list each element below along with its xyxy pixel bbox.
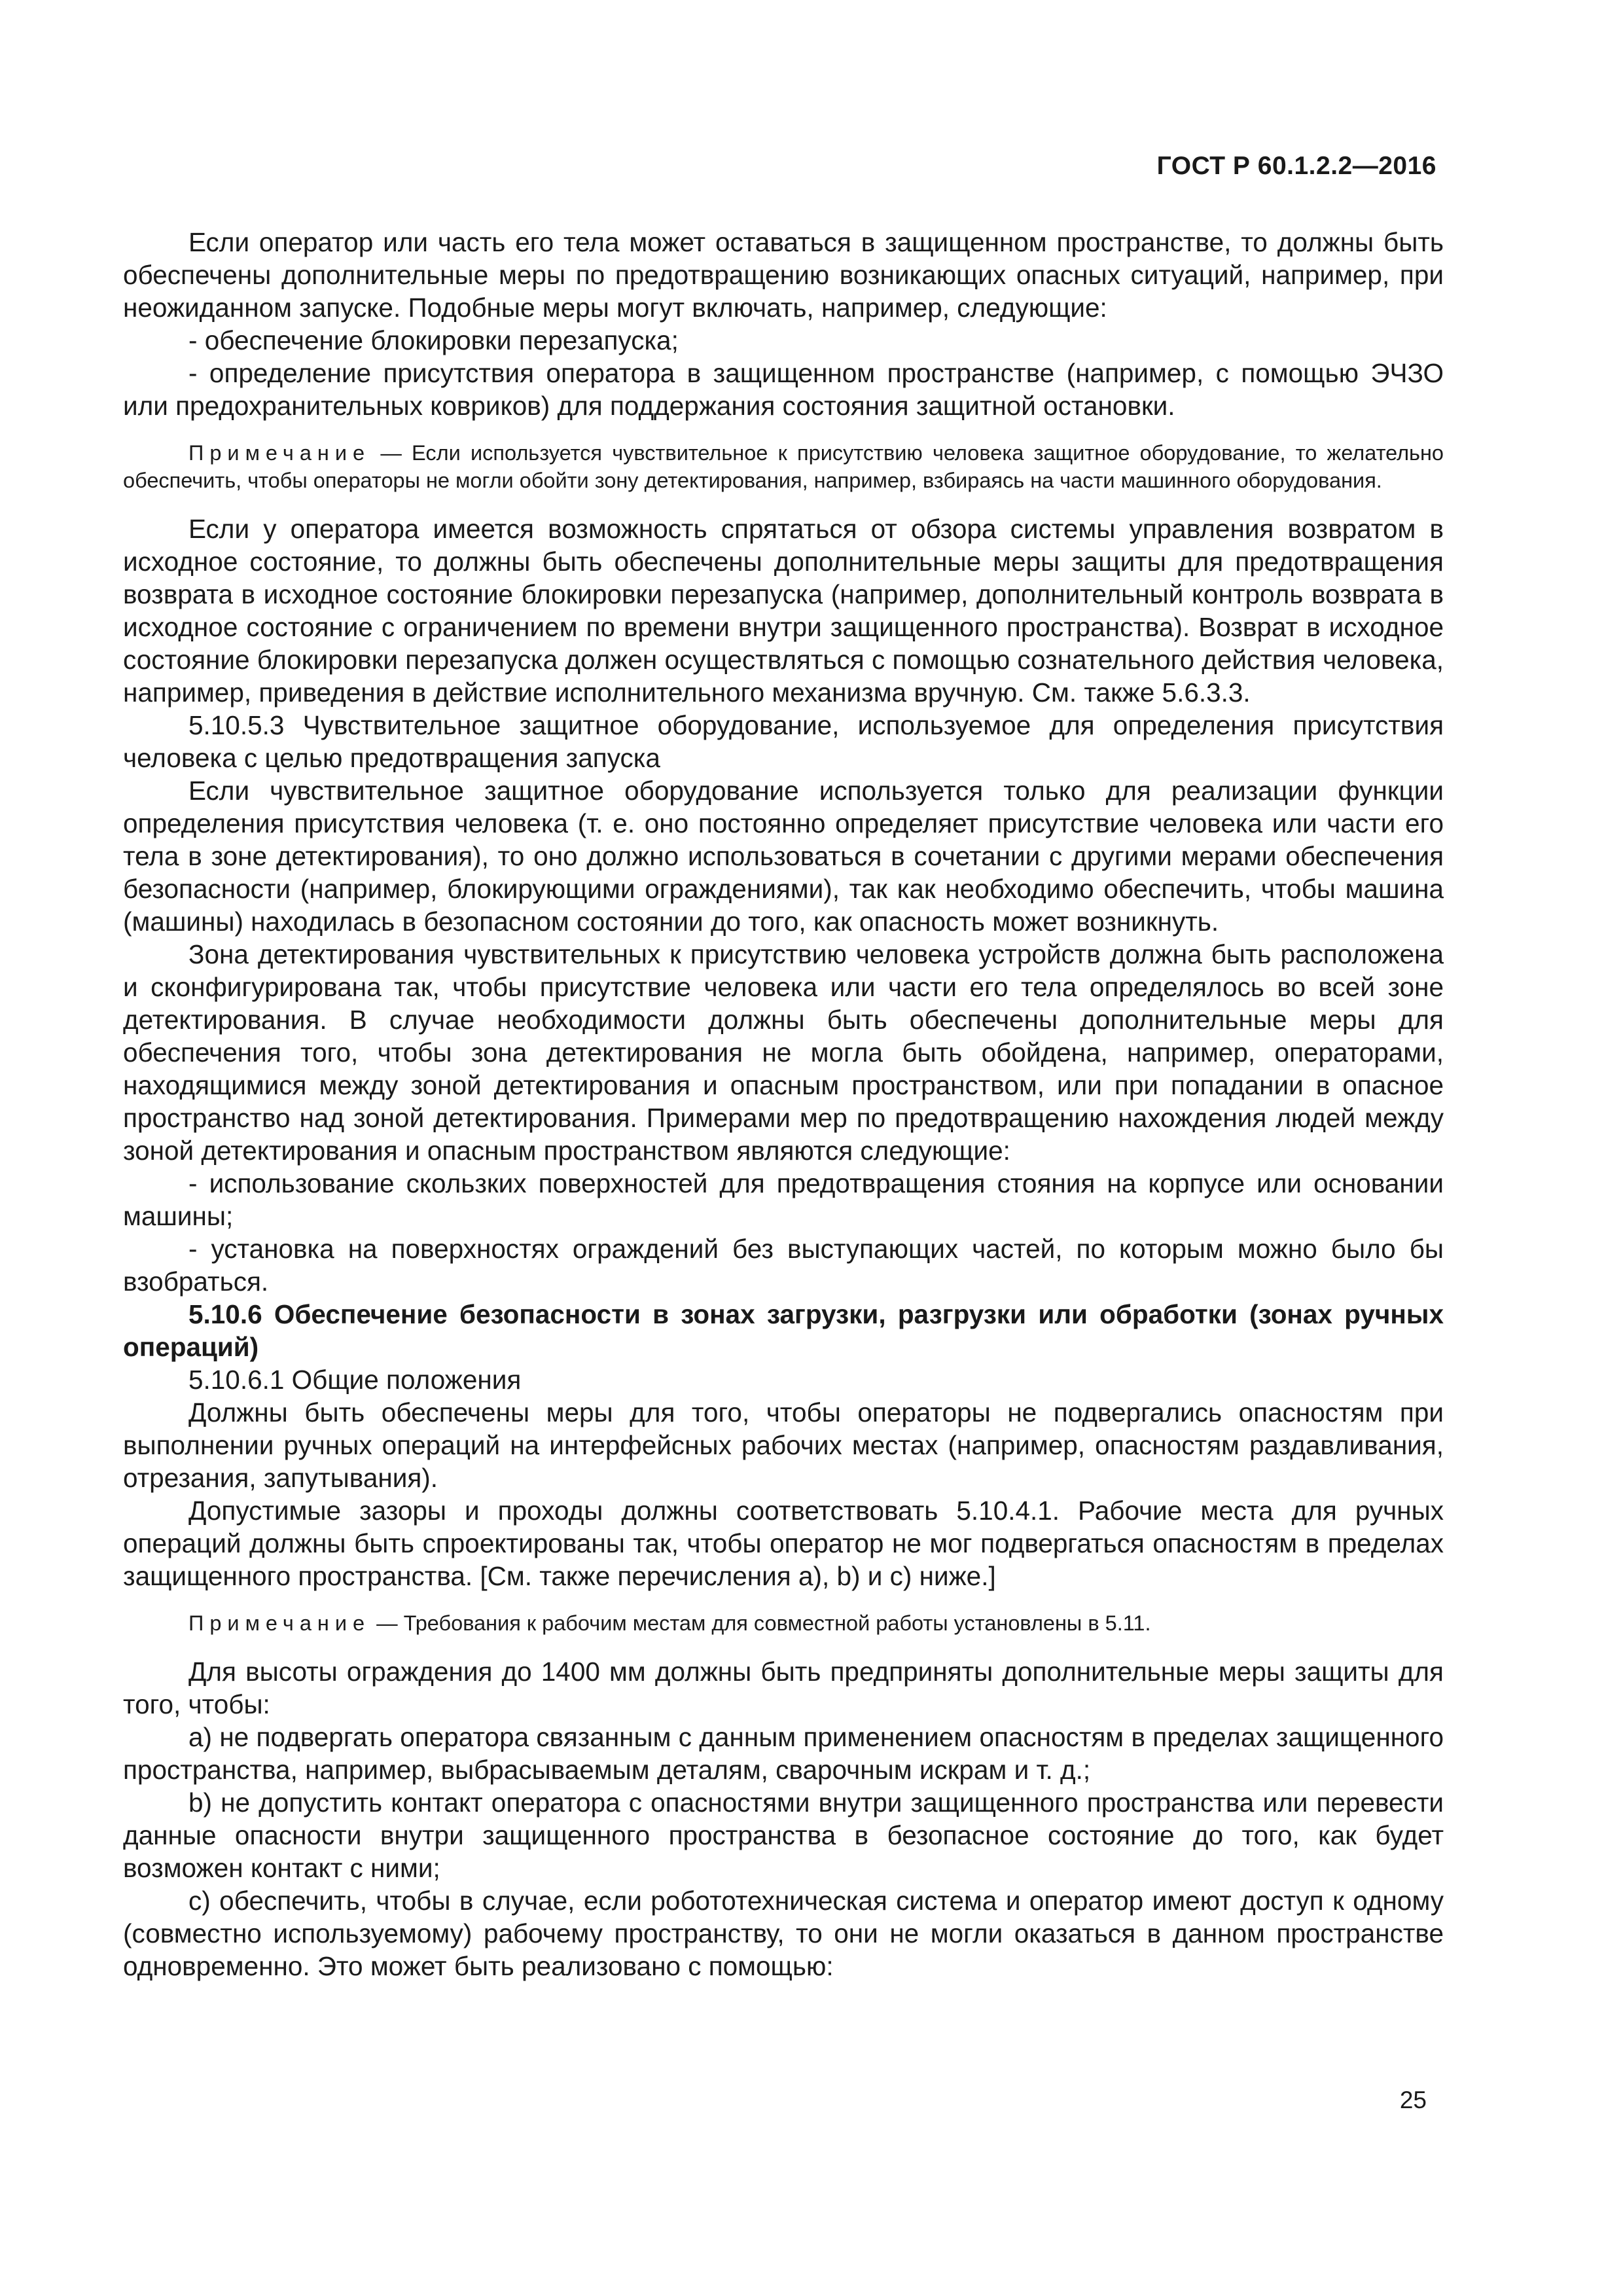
document-body — [123, 226, 1444, 1982]
list-item: - обеспечение блокировки перезапуска; — [188, 325, 679, 355]
list-item: - установка на поверхностях ограждений без выступающих частей, по которым можно было бы взобраться. — [123, 1234, 1444, 1297]
paragraph: Если чувствительное защитное оборудование используется только для реализации функции определения присутствия человека (т. е. оно постоянно определяет присутствие человека или части его тела в зоне детектирования), то оно должно использоваться в сочетании с другими мерами обеспечения безопасности (например, блокирующими ограждениями), так как необходимо обеспечить, чтобы машина (машины) находилась в безопасном состоянии до того, как опасность может возникнуть. — [123, 776, 1444, 937]
paragraph: Если оператор или часть его тела может оставаться в защищенном пространстве, то должны быть обеспечены дополнительные меры по предотвращению возникающих опасных ситуаций, например, при неожиданном запуске. Подобные меры могут включать, например, следующие: — [123, 227, 1444, 323]
list-item: a) не подвергать оператора связанным с данным применением опасностям в пределах защищенного пространства, например, выбрасываемым деталям, сварочным искрам и т. д.; — [123, 1722, 1444, 1785]
document-header: ГОСТ Р 60.1.2.2—2016 — [1156, 152, 1436, 180]
note-text: — Требования к рабочим местам для совместной работы установлены в 5.11. — [376, 1611, 1151, 1635]
paragraph: Зона детектирования чувствительных к присутствию человека устройств должна быть расположена и сконфигурирована так, чтобы присутствие человека или части его тела определялось во всей зоне детектирования. В случае необходимости должны быть обеспечены дополнительные меры для обеспечения того, чтобы зона детектирования не могла быть обойдена, например, операторами, находящимися между зоной детектирования и опасным пространством, или при попадании в опасное пространство над зоной детектирования. Примерами мер по предотвращению нахождения людей между зоной детектирования и опасным пространством являются следующие: — [123, 939, 1444, 1166]
note — [123, 439, 1444, 494]
list-item: - определение присутствия оператора в защищенном пространстве (например, с помощью ЭЧЗО или предохранительных ковриков) для поддержания состояния защитной остановки. — [123, 358, 1444, 421]
paragraph: Если у оператора имеется возможность спрятаться от обзора системы управления возвратом в исходное состояние, то должны быть обеспечены дополнительные меры защиты для предотвращения возврата в исходное состояние блокировки перезапуска (например, дополнительный контроль возврата в исходное состояние с ограничением по времени внутри защищенного пространства). Возврат в исходное состояние блокировки перезапуска должен осуществляться с помощью сознательного действия человека, например, приведения в действие исполнительного механизма вручную. См. также 5.6.3.3. — [123, 514, 1444, 708]
section-heading-bold: 5.10.6 Обеспечение безопасности в зонах загрузки, разгрузки или обработки (зонах ручных операций) — [123, 1299, 1444, 1362]
note-label: Примечание — [188, 1611, 371, 1635]
paragraph: Для высоты ограждения до 1400 мм должны быть предприняты дополнительные меры защиты для того, чтобы: — [123, 1657, 1444, 1719]
note-label: Примечание — [188, 441, 371, 465]
list-item: - использование скользких поверхностей для предотвращения стояния на корпусе или основании машины; — [123, 1168, 1444, 1231]
note-text: — Если используется чувствительное к присутствию человека защитное оборудование, то желательно обеспечить, чтобы операторы не могли обойти зону детектирования, например, взбираясь на части машинного оборудования. — [123, 441, 1444, 492]
paragraph: Допустимые зазоры и проходы должны соответствовать 5.10.4.1. Рабочие места для ручных операций должны быть спроектированы так, чтобы оператор не мог подвергаться опасностям в пределах защищенного пространства. [См. также перечисления a), b) и c) ниже.] — [123, 1496, 1444, 1591]
section-heading: 5.10.5.3 Чувствительное защитное оборудование, используемое для определения присутствия человека с целью предотвращения запуска — [123, 710, 1444, 773]
paragraph: Должны быть обеспечены меры для того, чтобы операторы не подвергались опасностям при выполнении ручных операций на интерфейсных рабочих местах (например, опасностям раздавливания, отрезания, запутывания). — [123, 1397, 1444, 1493]
list-item: c) обеспечить, чтобы в случае, если робототехническая система и оператор имеют доступ к одному (совместно используемому) рабочему пространству, то они не могли оказаться в данном пространстве одновременно. Это может быть реализовано с помощью: — [123, 1886, 1444, 1981]
page-number: 25 — [1399, 2087, 1427, 2113]
subsection-heading: 5.10.6.1 Общие положения — [188, 1365, 522, 1395]
note — [123, 1609, 1444, 1637]
list-item: b) не допустить контакт оператора с опасностями внутри защищенного пространства или перевести данные опасности внутри защищенного пространства в безопасное состояние до того, как будет возможен контакт с ними; — [123, 1787, 1444, 1883]
